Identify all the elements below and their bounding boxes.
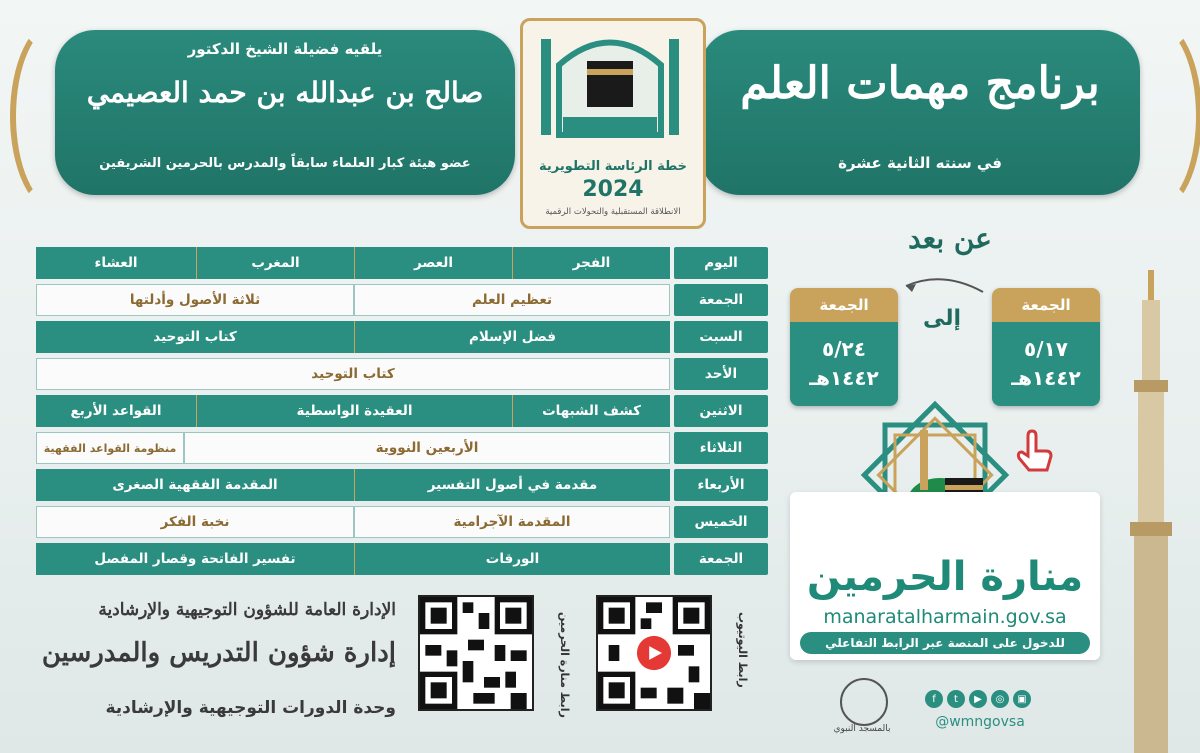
gallery-icon[interactable]: ▣ bbox=[1013, 690, 1031, 708]
from-day: الجمعة bbox=[992, 288, 1100, 322]
row-cell: الورقات bbox=[354, 543, 670, 575]
program-title: برنامج مهمات العلم bbox=[740, 58, 1100, 109]
row-cell: نخبة الفكر bbox=[36, 506, 354, 538]
twitter-icon[interactable]: t bbox=[947, 690, 965, 708]
mosque-label: بالمسجد النبوي bbox=[833, 724, 891, 734]
teacher-banner bbox=[55, 30, 515, 195]
platform-name: منارة الحرمين bbox=[806, 554, 1084, 600]
table-row bbox=[36, 284, 768, 316]
table-header-row bbox=[36, 247, 768, 279]
platform-cta[interactable]: للدخول على المنصة عبر الرابط التفاعلي bbox=[800, 632, 1090, 654]
qr-code-icon bbox=[598, 597, 710, 709]
to-date: ٥/٢٤ bbox=[822, 337, 866, 361]
row-cell: تفسير الفاتحة وقصار المفصل bbox=[36, 543, 354, 575]
table-row bbox=[36, 432, 768, 464]
qr-manara[interactable] bbox=[418, 595, 534, 711]
teacher-name: صالح بن عبدالله بن حمد العصيمي bbox=[86, 76, 484, 109]
row-cell: فضل الإسلام bbox=[354, 321, 670, 353]
row-cell: مقدمة في أصول التفسير bbox=[354, 469, 670, 501]
date-card-from bbox=[992, 288, 1100, 406]
to-year: ١٤٤٢هـ bbox=[809, 366, 879, 390]
org-line1: الإدارة العامة للشؤون التوجيهية والإرشادية bbox=[98, 600, 396, 620]
instagram-icon[interactable]: ◎ bbox=[991, 690, 1009, 708]
qr-youtube-label: رابط اليوتيوب bbox=[736, 612, 749, 688]
platform-url[interactable]: manaratalharmain.gov.sa bbox=[823, 606, 1067, 628]
from-date: ٥/١٧ bbox=[1024, 337, 1068, 361]
social-handle[interactable]: @wmngovsa bbox=[935, 714, 1025, 730]
youtube-icon[interactable]: ▶ bbox=[969, 690, 987, 708]
row-day: الخميس bbox=[674, 506, 768, 538]
org-line2: إدارة شؤون التدريس والمدرسين bbox=[41, 638, 396, 668]
haram-logo-icon bbox=[523, 25, 697, 145]
row-cell: الأربعين النووية bbox=[184, 432, 670, 464]
row-cell: المقدمة الفقهية الصغرى bbox=[36, 469, 354, 501]
logo-caption: خطة الرئاسة التطويرية bbox=[538, 159, 687, 174]
row-day: الأحد bbox=[674, 358, 768, 390]
minaret-icon bbox=[1120, 270, 1190, 753]
row-cell: المقدمة الآجرامية bbox=[354, 506, 670, 538]
row-day: الجمعة bbox=[674, 284, 768, 316]
qr-youtube[interactable] bbox=[596, 595, 712, 711]
row-cell: منظومة القواعد الفقهية bbox=[36, 432, 184, 464]
program-banner bbox=[700, 30, 1140, 195]
org-line3: وحدة الدورات التوجيهية والإرشادية bbox=[105, 698, 396, 718]
row-day: الأربعاء bbox=[674, 469, 768, 501]
mosque-logo bbox=[840, 678, 888, 726]
remote-label: عن بعد bbox=[908, 222, 992, 255]
teacher-role: عضو هيئة كبار العلماء سابقاً والمدرس بالحرمين الشريفين bbox=[99, 156, 471, 171]
table-row bbox=[36, 543, 768, 575]
header-fajr: الفجر bbox=[512, 247, 670, 279]
facebook-icon[interactable]: f bbox=[925, 690, 943, 708]
date-card-to bbox=[790, 288, 898, 406]
row-cell: القواعد الأربع bbox=[36, 395, 196, 427]
qr-manara-label: رابط منارة الحرمين bbox=[558, 612, 571, 718]
row-cell: كتاب التوحيد bbox=[36, 321, 354, 353]
minaret-icon bbox=[920, 430, 928, 490]
table-row bbox=[36, 506, 768, 538]
row-day: الثلاثاء bbox=[674, 432, 768, 464]
to-label: إلى bbox=[922, 306, 962, 331]
header-isha: العشاء bbox=[36, 247, 196, 279]
platform-card[interactable] bbox=[790, 492, 1100, 660]
presidency-logo bbox=[520, 18, 706, 229]
row-cell: تعظيم العلم bbox=[354, 284, 670, 316]
header-day: اليوم bbox=[674, 247, 768, 279]
table-row bbox=[36, 395, 768, 427]
logo-tagline: الانطلاقة المستقبلية والتحولات الرقمية bbox=[545, 207, 681, 217]
to-day: الجمعة bbox=[790, 288, 898, 322]
arrow-icon bbox=[898, 268, 988, 298]
teacher-intro: يلقيه فضيلة الشيخ الدكتور bbox=[187, 40, 383, 58]
header-maghrib: المغرب bbox=[196, 247, 354, 279]
kaaba-icon bbox=[587, 61, 633, 107]
hand-pointer-icon[interactable] bbox=[1010, 428, 1060, 478]
row-day: الجمعة bbox=[674, 543, 768, 575]
row-cell: كتاب التوحيد bbox=[36, 358, 670, 390]
program-subtitle: في سنته الثانية عشرة bbox=[838, 154, 1002, 172]
logo-year: 2024 bbox=[582, 177, 644, 202]
row-cell: العقيدة الواسطية bbox=[196, 395, 512, 427]
row-cell: ثلاثة الأصول وأدلتها bbox=[36, 284, 354, 316]
table-row bbox=[36, 358, 768, 390]
table-row bbox=[36, 469, 768, 501]
from-year: ١٤٤٢هـ bbox=[1011, 366, 1081, 390]
header-asr: العصر bbox=[354, 247, 512, 279]
row-day: السبت bbox=[674, 321, 768, 353]
row-day: الاثنين bbox=[674, 395, 768, 427]
row-cell: كشف الشبهات bbox=[512, 395, 670, 427]
qr-code-icon bbox=[420, 597, 532, 709]
table-row bbox=[36, 321, 768, 353]
